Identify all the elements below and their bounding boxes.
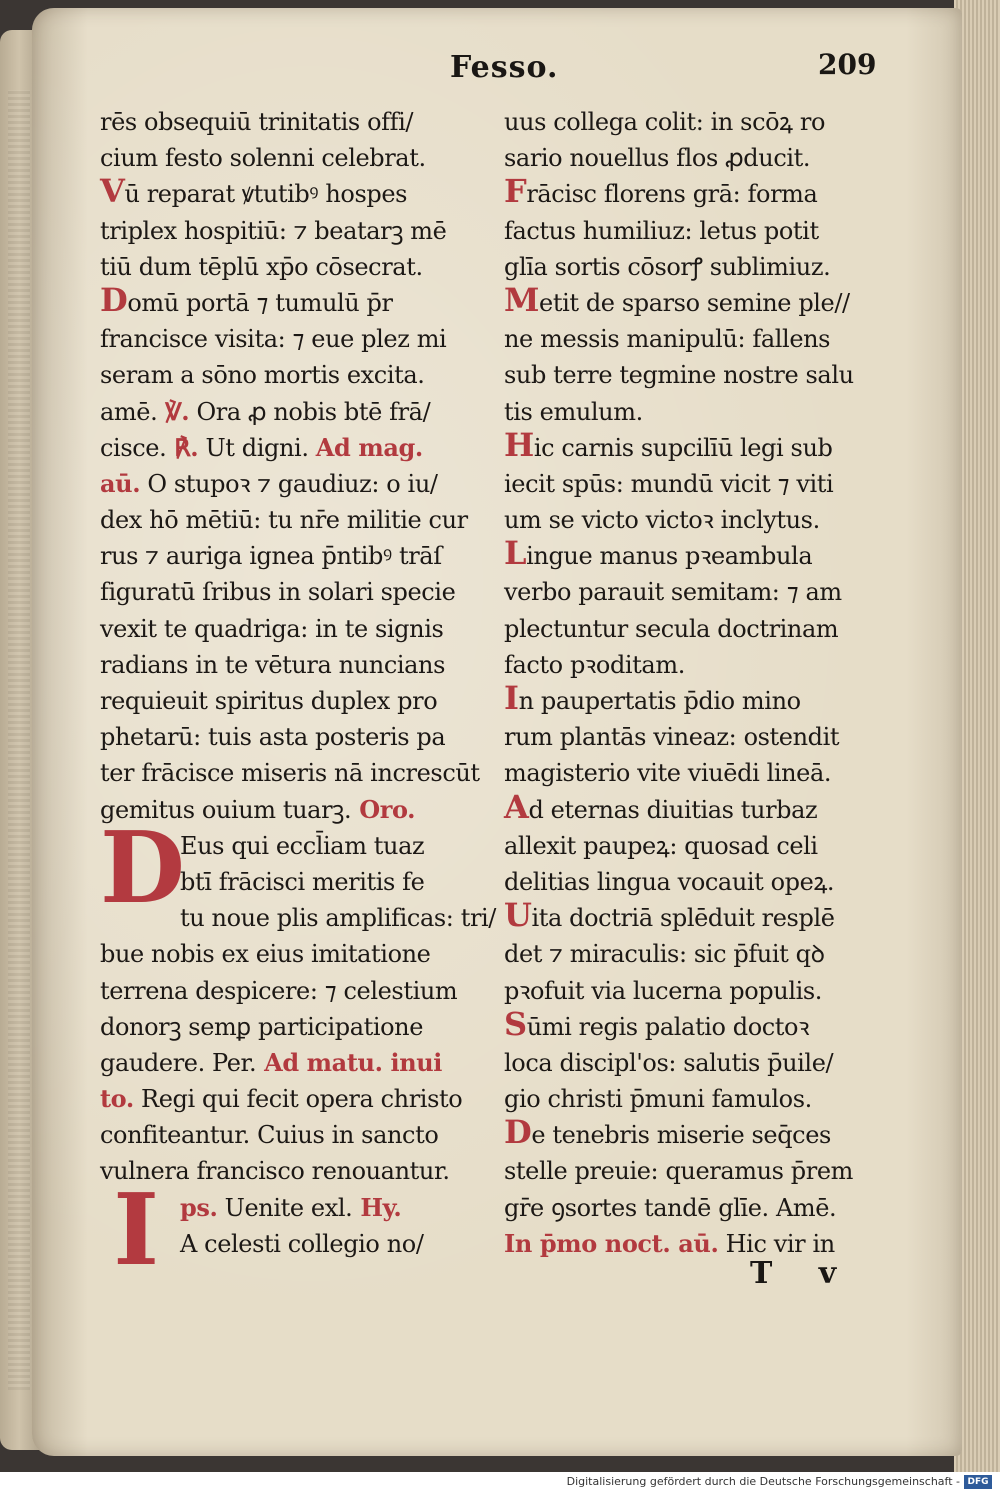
text-line xyxy=(504,394,894,430)
rubric-text: In p̄mo noct. aū. xyxy=(504,1228,719,1258)
line-text: um se victo victoꝛ inclytus. xyxy=(504,506,820,535)
line-text: sario nouellus flos ꝓducit. xyxy=(504,144,811,173)
text-line xyxy=(100,249,490,285)
line-text: facto pꝛoditam. xyxy=(504,650,685,679)
text-line xyxy=(100,719,490,755)
text-line xyxy=(504,213,894,249)
line-text: terrena despicere: ⁊ celestium xyxy=(100,976,458,1005)
rubric-text: Ad mag. xyxy=(315,432,423,462)
rubric-text: ps. xyxy=(180,1192,218,1222)
text-line xyxy=(504,787,894,828)
text-line xyxy=(100,683,490,719)
text-line xyxy=(100,321,490,357)
text-line xyxy=(504,936,894,972)
text-line xyxy=(504,896,894,936)
line-text: Uenite exl. xyxy=(217,1193,353,1222)
line-text: pꝛofuit via lucerna populis. xyxy=(504,976,823,1005)
text-line xyxy=(100,172,490,212)
running-title: Fesso. xyxy=(450,50,559,85)
page-header xyxy=(32,48,962,88)
text-line xyxy=(100,538,490,574)
line-text: omū portā ⁊ tumulū p̄r xyxy=(127,288,393,317)
line-text: amē. xyxy=(100,397,158,426)
rubricated-initial: F xyxy=(504,172,527,211)
text-line xyxy=(504,140,894,176)
text-line xyxy=(504,973,894,1009)
text-line xyxy=(504,321,894,357)
line-text: loca discipl'os: salutis p̄uile/ xyxy=(504,1048,834,1077)
rubricated-initial: L xyxy=(504,534,527,573)
line-text: tu noue plis amplificas: tri/ xyxy=(180,904,496,933)
line-text: etit de sparso semine ple// xyxy=(539,288,850,317)
text-line xyxy=(100,357,490,393)
decorated-initial: D xyxy=(100,810,185,926)
text-line xyxy=(504,466,894,502)
line-text: cium festo solenni celebrat. xyxy=(100,144,426,173)
footer-credit: Digitalisierung gefördert durch die Deutsche Forschungsgemeinschaft - xyxy=(566,1475,960,1488)
line-text: rum plantās vineaz: ostendit xyxy=(504,723,840,752)
line-text: ūmi regis palatio doctoꝛ xyxy=(526,1012,810,1041)
line-text: ū reparat ꝟtutibꝰ hospes xyxy=(124,180,408,209)
line-text: phetarū: tuis asta posteris pa xyxy=(100,723,446,752)
line-text: requieuit spiritus duplex pro xyxy=(100,687,438,715)
line-text: rus ⁊ auriga ignea p̄ntibꝰ trāſ xyxy=(100,542,442,571)
rubric-text: Oro. xyxy=(351,794,416,824)
line-text: tiū dum tēplū xp̄o cōsecrat. xyxy=(100,252,423,281)
text-line xyxy=(100,792,490,828)
text-line xyxy=(100,611,490,647)
line-text: n paupertatis p̄dio mino xyxy=(518,687,801,715)
line-text: donorꝫ semꝑ participatione xyxy=(100,1012,424,1041)
text-line xyxy=(504,647,894,683)
rubric-text: Ad matu. inui xyxy=(256,1047,443,1077)
text-line xyxy=(504,502,894,538)
text-line xyxy=(504,1190,894,1226)
rubric-text: aū. xyxy=(100,468,141,498)
text-line xyxy=(504,172,894,212)
line-text: A celesti collegio no/ xyxy=(180,1229,424,1258)
line-text: seram a sōno mortis excita. xyxy=(100,361,425,390)
text-line xyxy=(100,502,490,538)
text-line xyxy=(504,864,894,900)
line-text: tis emulum. xyxy=(504,397,643,426)
rubricated-initial: I xyxy=(504,679,519,717)
line-text: sub terre tegmine nostre salu xyxy=(504,361,854,390)
line-text: gr̄e ꝯsortes tandē glīe. Amē. xyxy=(504,1193,837,1222)
text-line xyxy=(100,213,490,249)
rubric-text: Hy. xyxy=(352,1192,402,1222)
line-text: d eternas diuitias turbaz xyxy=(528,795,818,824)
folio-number: 209 xyxy=(818,48,877,81)
left-text-column xyxy=(100,104,496,1288)
text-line xyxy=(100,1045,490,1081)
line-text: Hic vir in xyxy=(718,1229,835,1258)
line-text: ingue manus pꝛeambula xyxy=(526,542,813,571)
text-line xyxy=(100,973,490,1009)
line-text: stelle preuie: queramus p̄rem xyxy=(504,1157,853,1186)
dfg-logo: DFG xyxy=(964,1475,992,1489)
text-line xyxy=(100,936,490,972)
line-text: Ora ꝓ nobis btē frā/ xyxy=(189,397,431,426)
line-text: gaudere. Per. xyxy=(100,1048,257,1077)
rubricated-initial: H xyxy=(504,425,534,464)
text-line xyxy=(100,1153,490,1189)
text-line xyxy=(504,357,894,393)
text-line xyxy=(504,755,894,791)
text-line xyxy=(504,1045,894,1081)
text-line xyxy=(504,425,894,466)
line-text: gio christi p̄muni famulos. xyxy=(504,1085,812,1114)
line-text: allexit paupeꝝ: quosad celi xyxy=(504,831,818,860)
digitization-footer xyxy=(0,1472,1000,1493)
line-text: gemitus ouium tuarꝫ. xyxy=(100,795,352,824)
line-text: uus collega colit: in scōꝝ ro xyxy=(504,108,825,136)
line-text: rācisc florens grā: forma xyxy=(526,180,818,209)
line-text: plectuntur secula doctrinam xyxy=(504,614,839,643)
text-line xyxy=(504,611,894,647)
line-text: radians in te vētura nuncians xyxy=(100,650,446,679)
line-text: Eus qui eccl̄iam tuaz xyxy=(180,831,425,860)
line-text: bue nobis ex eius imitatione xyxy=(100,940,431,969)
line-text: det ⁊ miraculis: sic p̄fuit qꝺ xyxy=(504,940,825,969)
line-text: figuratū ſribus in solari specie xyxy=(100,578,456,607)
line-text: factus humiliuz: letus potit xyxy=(504,216,819,245)
text-line xyxy=(100,574,490,610)
text-line xyxy=(100,394,490,430)
right-text-column xyxy=(504,104,894,1262)
text-line xyxy=(504,679,894,719)
rubricated-initial: S xyxy=(504,1004,527,1043)
text-line xyxy=(504,719,894,755)
line-text: Regi qui fecit opera christo xyxy=(133,1085,463,1114)
book-page xyxy=(32,8,962,1456)
text-line xyxy=(504,574,894,610)
text-line xyxy=(504,104,894,140)
text-line xyxy=(100,140,490,176)
line-text: triplex hospitiū: ⁊ beatarꝫ mē xyxy=(100,216,447,245)
line-text: btī frācisci meritis fe xyxy=(180,867,425,896)
rubricated-initial: D xyxy=(100,280,128,319)
line-text: magisterio vite viuēdi lineā. xyxy=(504,759,832,788)
text-line xyxy=(100,755,490,791)
text-line xyxy=(504,828,894,864)
line-text: ne messis manipulū: fallens xyxy=(504,325,831,354)
decorated-initial: I xyxy=(113,1172,159,1288)
text-line xyxy=(504,1113,894,1153)
rubric-text: ℣. xyxy=(157,396,190,426)
text-line xyxy=(504,280,894,321)
text-line xyxy=(100,430,490,466)
line-text: cisce. xyxy=(100,433,167,462)
text-line xyxy=(100,647,490,683)
rubricated-initial: U xyxy=(504,896,532,935)
line-text: verbo parauit semitam: ⁊ am xyxy=(504,578,842,607)
line-text: e tenebris miserie seq̄ces xyxy=(531,1121,831,1150)
text-line xyxy=(100,1081,490,1117)
line-text: vulnera francisco renouantur. xyxy=(100,1157,450,1186)
rubricated-initial: A xyxy=(504,787,529,826)
line-text: confiteantur. Cuius in sancto xyxy=(100,1121,439,1150)
text-line xyxy=(100,1009,490,1045)
line-text: ita doctriā splēduit resplē xyxy=(531,904,835,933)
text-line xyxy=(100,466,490,502)
text-line xyxy=(504,1153,894,1189)
line-text: delitias lingua vocauit opeꝝ. xyxy=(504,867,835,896)
text-line xyxy=(100,1117,490,1153)
rubric-text: ℟. xyxy=(166,432,199,462)
line-text: iecit spūs: mundū vicit ⁊ viti xyxy=(504,469,834,498)
rubricated-initial: M xyxy=(504,280,540,319)
line-text: francisce visita: ⁊ eue plez mi xyxy=(100,325,447,354)
signature-mark: T v xyxy=(750,1256,855,1291)
rubricated-initial: V xyxy=(100,172,125,211)
text-line xyxy=(504,1004,894,1045)
line-text: Ut digni. xyxy=(198,433,316,462)
rubricated-initial: D xyxy=(504,1113,532,1152)
line-text: O stupoꝛ ⁊ gaudiuz: o iu/ xyxy=(140,469,438,498)
text-line xyxy=(504,1081,894,1117)
line-text: rēs obsequiū trinitatis offi/ xyxy=(100,108,414,136)
text-line xyxy=(504,534,894,574)
text-line xyxy=(100,280,490,321)
text-line xyxy=(504,249,894,285)
line-text: ic carnis supcilīū legi sub xyxy=(533,433,833,462)
text-line xyxy=(100,104,490,140)
line-text: vexit te quadriga: in te signis xyxy=(100,614,444,643)
line-text: glīa sortis cōsorꝭ sublimiuz. xyxy=(504,252,831,281)
rubric-text: to. xyxy=(100,1084,134,1114)
line-text: dex hō mētiū: tu nr̄e militie cur xyxy=(100,506,468,535)
line-text: ter frācisce miseris nā increscūt xyxy=(100,759,480,788)
